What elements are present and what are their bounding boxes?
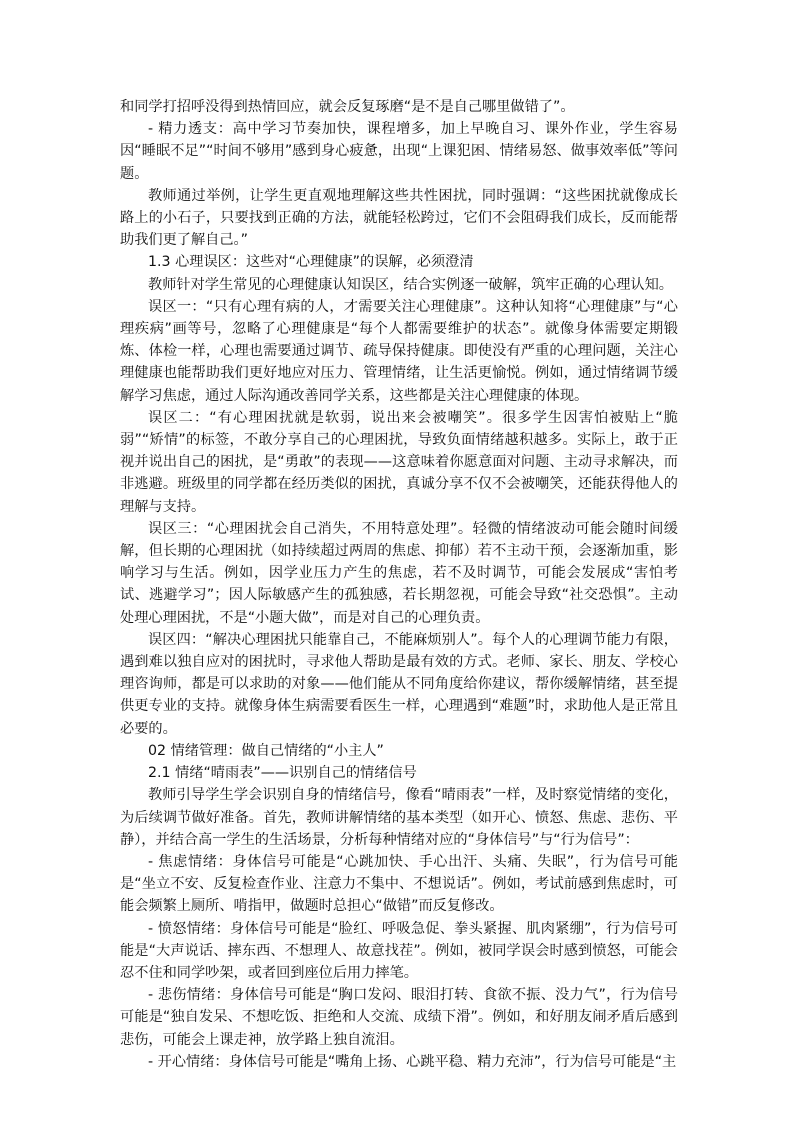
list-item-happiness: - 开心情绪：身体信号可能是“嘴角上扬、心跳平稳、精力充沛”，行为信号可能是“主 <box>148 1053 677 1070</box>
section-heading-1-3: 1.3 心理误区：这些对“心理健康”的误解，必须澄清 <box>148 254 474 271</box>
document-body <box>120 96 678 1073</box>
list-item-anger: - 愤怒情绪：身体信号可能是“脸红、呼吸急促、拳头紧握、肌肉紧绷”，行为信号可能是“大声说话、摔东西、不想理人、故意找茬”。例如，被同学误会时感到愤怒，可能会忍不住和同学吵架，或者回到座位后用力摔笔。 <box>120 920 678 981</box>
paragraph: 教师通过举例，让学生更直观地理解这些共性困扰，同时强调：“这些困扰就像成长路上的小石子，只要找到正确的方法，就能轻松跨过，它们不会阻碍我们成长，反而能帮助我们更了解自己。” <box>120 187 678 249</box>
misconception-1: 误区一：“只有心理有病的人，才需要关注心理健康”。这种认知将“心理健康”与“心理疾病”画等号，忽略了心理健康是“每个人都需要维护的状态”。就像身体需要定期锻炼、体检一样，心理也需要通过调节、疏导保持健康。即使没有严重的心理问题，关注心理健康也能帮助我们更好地应对压力、管理情绪，让生活更愉悦。例如，通过情绪调节缓解学习焦虑，通过人际沟通改善同学关系，这些都是关注心理健康的体现。 <box>120 298 678 404</box>
paragraph: 教师针对学生常见的心理健康认知误区，结合实例逐一破解，筑牢正确的心理认知。 <box>148 276 673 293</box>
list-item-sadness: - 悲伤情绪：身体信号可能是“胸口发闷、眼泪打转、食欲不振、没力气”，行为信号可能是“独自发呆、不想吃饭、拒绝和人交流、成绩下滑”。例如，和好朋友闹矛盾后感到悲伤，可能会上课走神，放学路上独自流泪。 <box>120 987 678 1048</box>
misconception-3: 误区三：“心理困扰会自己消失，不用特意处理”。轻微的情绪波动可能会随时间缓解，但长期的心理困扰（如持续超过两周的焦虑、抑郁）若不主动干预，会逐渐加重，影响学习与生活。例如，因学业压力产生的焦虑，若不及时调节，可能会发展成“害怕考试、逃避学习”；因人际敏感产生的孤独感，若长期忽视，可能会导致“社交恐惧”。主动处理心理困扰，不是“小题大做”，而是对自己的心理负责。 <box>120 520 678 626</box>
list-item-energy: - 精力透支：高中学习节奏加快，课程增多，加上早晚自习、课外作业，学生容易因“睡眠不足”“时间不够用”感到身心疲惫，出现“上课犯困、情绪易怒、做事效率低”等问题。 <box>120 121 678 182</box>
list-item-anxiety: - 焦虑情绪：身体信号可能是“心跳加快、手心出汗、头痛、失眠”，行为信号可能是“坐立不安、反复检查作业、注意力不集中、不想说话”。例如，考试前感到焦虑时，可能会频繁上厕所、啃指甲，做题时总担心“做错”而反复修改。 <box>120 853 678 915</box>
chapter-heading-02: 02 情绪管理：做自己情绪的“小主人” <box>148 742 384 759</box>
misconception-4: 误区四：“解决心理困扰只能靠自己，不能麻烦别人”。每个人的心理调节能力有限，遇到难以独自应对的困扰时，寻求他人帮助是最有效的方式。老师、家长、朋友、学校心理咨询师，都是可以求助的对象——他们能从不同角度给你建议，帮你缓解情绪，甚至提供更专业的支持。就像身体生病需要看医生一样，心理遇到“难题”时，求助他人是正常且必要的。 <box>120 631 678 737</box>
section-heading-2-1: 2.1 情绪“晴雨表”——识别自己的情绪信号 <box>148 765 417 782</box>
paragraph: 教师引导学生学会识别自身的情绪信号，像看“晴雨表”一样，及时察觉情绪的变化，为后续调节做好准备。首先，教师讲解情绪的基本类型（如开心、愤怒、焦虑、悲伤、平静），并结合高一学生的生活场景，分析每种情绪对应的“身体信号”与“行为信号”： <box>120 787 678 848</box>
paragraph: 和同学打招呼没得到热情回应，就会反复琢磨“是不是自己哪里做错了”。 <box>120 99 575 115</box>
misconception-2: 误区二：“有心理困扰就是软弱，说出来会被嘲笑”。很多学生因害怕被贴上“脆弱”“矫情”的标签，不敢分享自己的心理困扰，导致负面情绪越积越多。实际上，敢于正视并说出自己的困扰，是“勇敢”的表现——这意味着你愿意面对问题、主动寻求解决，而非逃避。班级里的同学都在经历类似的困扰，真诚分享不仅不会被嘲笑，还能获得他人的理解与支持。 <box>120 409 678 515</box>
